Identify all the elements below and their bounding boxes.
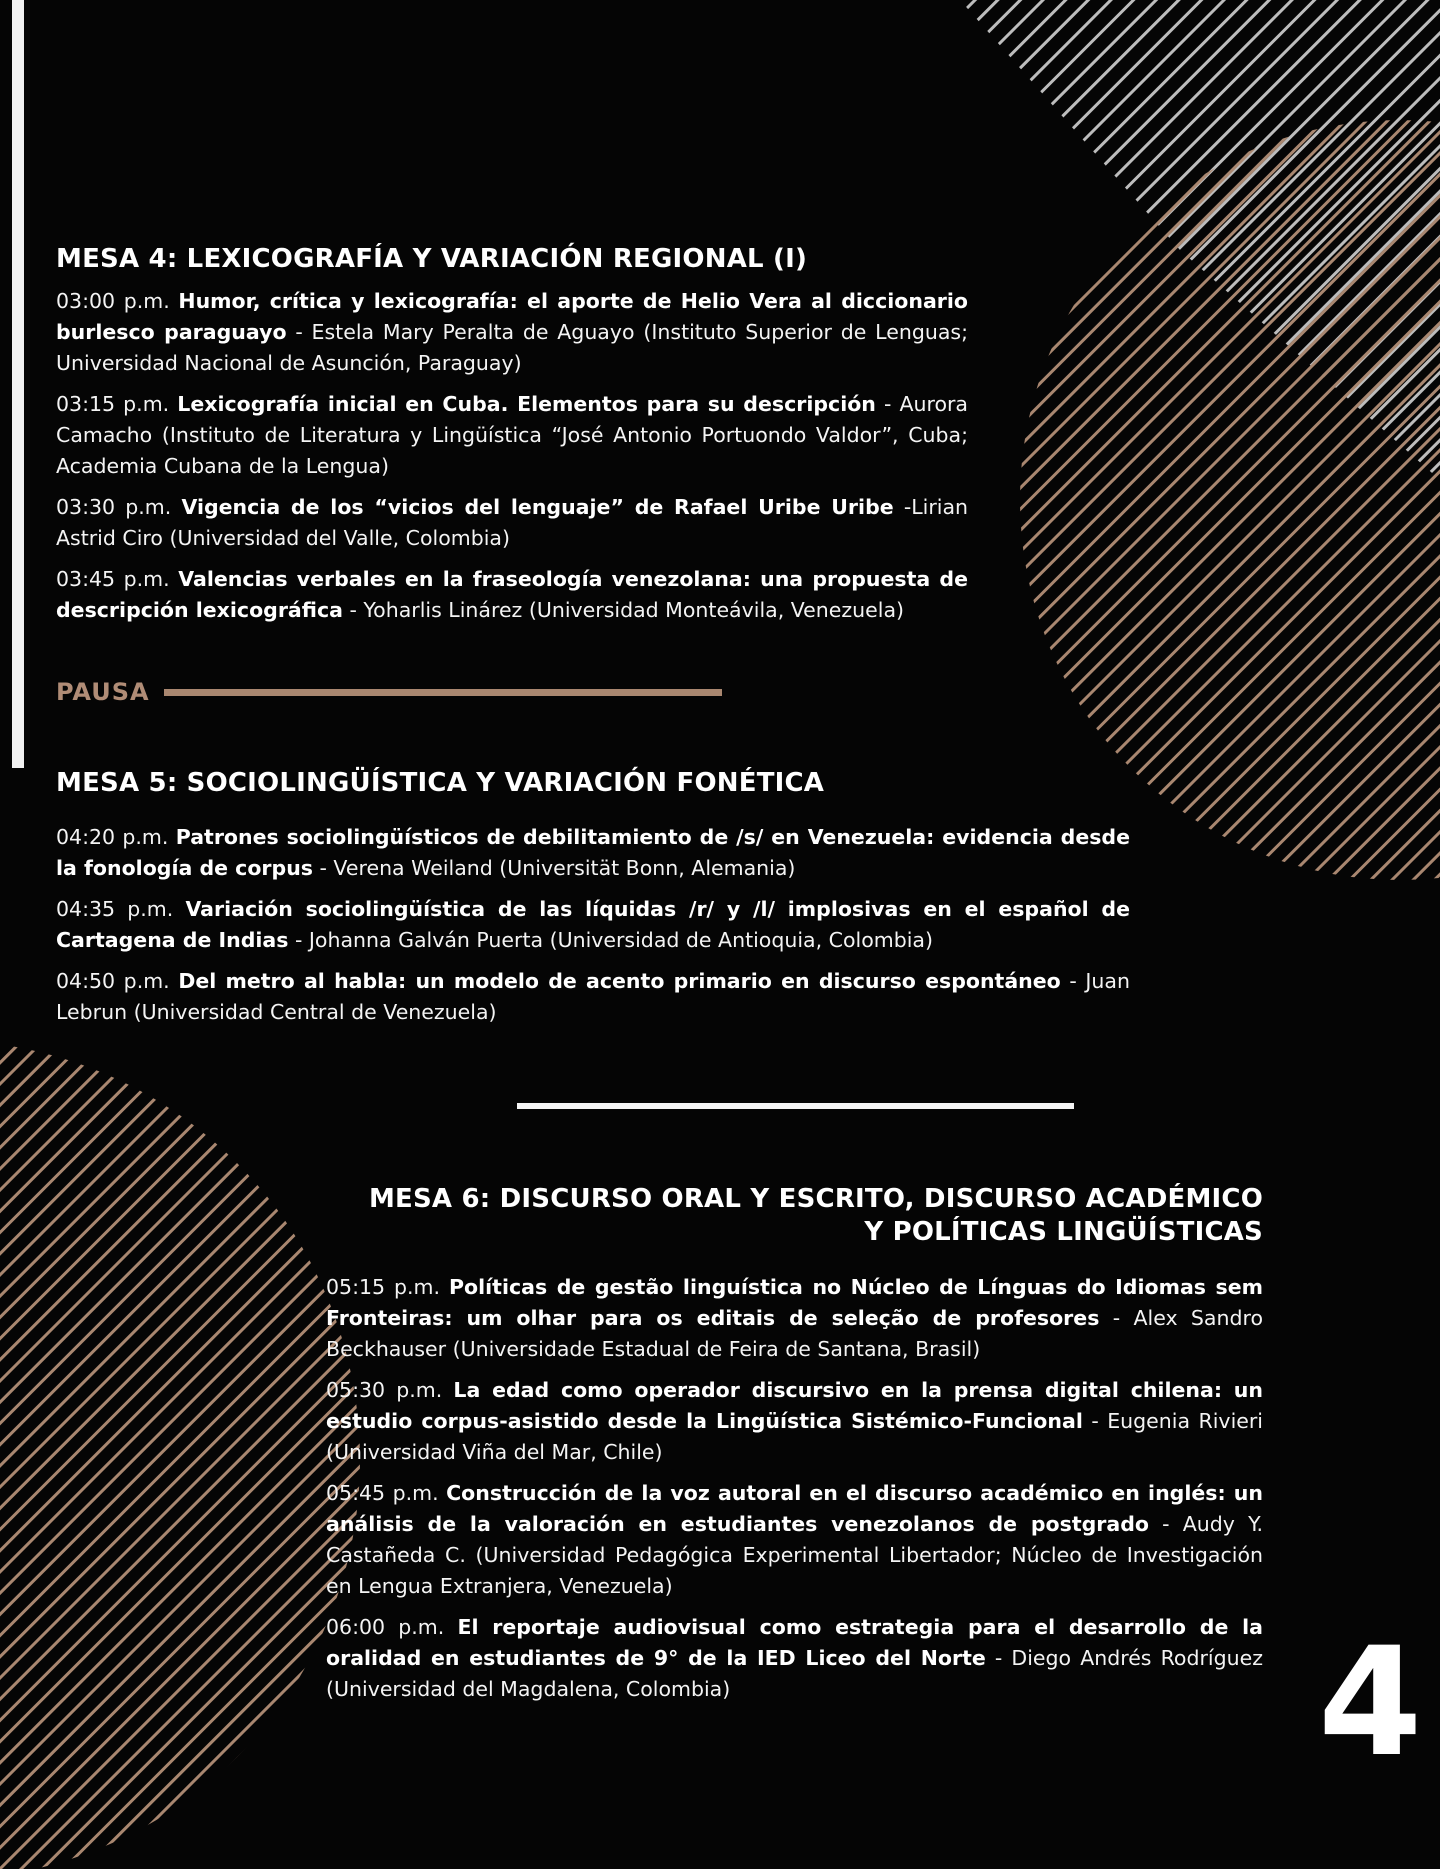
schedule-entry <box>56 389 968 482</box>
entry-author: - Johanna Galván Puerta (Universidad de Antioquia, Colombia) <box>288 927 933 952</box>
mesa-6-title-line-1: MESA 6: DISCURSO ORAL Y ESCRITO, DISCURSO ACADÉMICO <box>368 1184 1263 1214</box>
entry-time: 04:20 p.m. <box>56 824 169 849</box>
entry-author: - Verena Weiland (Universität Bonn, Alemania) <box>313 855 796 880</box>
mesa-4-title: MESA 4: LEXICOGRAFÍA Y VARIACIÓN REGIONAL (I) <box>56 244 808 274</box>
entry-title: Del metro al habla: un modelo de acento primario en discurso espontáneo <box>178 968 1061 993</box>
mesa-6-title-line-2: Y POLÍTICAS LINGÜÍSTICAS <box>864 1216 1263 1247</box>
entry-title: La edad como operador discursivo en la prensa digital chilena: un estudio corpus-asistido desde la Lingüística Sistémico-Funcional <box>326 1378 1263 1433</box>
right-copper-circle <box>1020 120 1440 880</box>
entry-author: - Eugenia Rivieri (Universidad Viña del Mar, Chile) <box>326 1409 1263 1464</box>
entry-time: 04:50 p.m. <box>56 968 170 993</box>
entry-time: 03:30 p.m. <box>56 494 172 519</box>
schedule-entry <box>56 822 1130 884</box>
entry-title: Humor, crítica y lexicografía: el aporte de Helio Vera al diccionario burlesco paraguayo <box>56 288 968 344</box>
pausa-break <box>56 676 736 708</box>
entry-title: El reportaje audiovisual como estrategia para el desarrollo de la oralidad en estudiantes de 9° de la IED Liceo del Norte <box>326 1615 1264 1670</box>
schedule-entry <box>56 286 968 379</box>
entry-time: 05:30 p.m. <box>326 1378 443 1402</box>
mesa-5-title: MESA 5: SOCIOLINGÜÍSTICA Y VARIACIÓN FONÉTICA <box>56 768 825 798</box>
schedule-entry <box>56 966 1130 1028</box>
schedule-entry <box>56 894 1130 956</box>
pausa-line <box>164 689 722 696</box>
entry-author: - Juan Lebrun (Universidad Central de Venezuela) <box>56 968 1130 1024</box>
entry-title: Lexicografía inicial en Cuba. Elementos para su descripción <box>177 391 876 416</box>
left-copper-circle <box>0 1040 360 1869</box>
mesa-6-title <box>326 1183 1263 1248</box>
schedule-entry <box>326 1272 1263 1365</box>
entry-author: - Diego Andrés Rodríguez (Universidad del Magdalena, Colombia) <box>326 1646 1263 1701</box>
entry-title: Valencias verbales en la fraseología venezolana: una propuesta de descripción lexicográfica <box>56 566 968 622</box>
entry-time: 05:45 p.m. <box>326 1481 439 1505</box>
entry-time: 03:45 p.m. <box>56 566 170 591</box>
entry-author: - Estela Mary Peralta de Aguayo (Instituto Superior de Lenguas; Universidad Nacional de Asunción, Paraguay) <box>56 319 968 375</box>
section-divider <box>517 1103 1074 1109</box>
mesa-6-section <box>326 1183 1263 1715</box>
entry-title: Construcción de la voz autoral en el discurso académico en inglés: un análisis de la valoración en estudiantes venezolanos de postgrado <box>326 1481 1263 1536</box>
entry-time: 04:35 p.m. <box>56 896 174 921</box>
schedule-entry <box>326 1612 1263 1705</box>
schedule-entry <box>56 564 968 626</box>
entry-author: - Yoharlis Linárez (Universidad Monteávila, Venezuela) <box>342 597 905 622</box>
schedule-entry <box>56 492 968 554</box>
entry-author: - Alex Sandro Beckhauser (Universidade Estadual de Feira de Santana, Brasil) <box>326 1306 1264 1361</box>
entry-title: Políticas de gestão linguística no Núcleo de Línguas do Idiomas sem Fronteiras: um olhar para os editais de seleção de profesores <box>326 1275 1264 1330</box>
entry-time: 03:00 p.m. <box>56 288 170 313</box>
pausa-label: PAUSA <box>56 678 150 706</box>
entry-author: - Aurora Camacho (Instituto de Literatura y Lingüística “José Antonio Portuondo Valdor”, Cuba; Academia Cubana de la Lengua) <box>56 391 968 478</box>
entry-title: Vigencia de los “vicios del lenguaje” de Rafael Uribe Uribe <box>181 494 894 519</box>
left-accent-bar <box>12 0 24 768</box>
mesa-5-section <box>56 767 1130 1038</box>
schedule-entry <box>326 1375 1263 1468</box>
entry-author: - Audy Y. Castañeda C. (Universidad Pedagógica Experimental Libertador; Núcleo de Investigación en Lengua Extranjera, Venezuela) <box>326 1512 1263 1598</box>
page-number: 4 <box>1318 1616 1423 1790</box>
entry-time: 05:15 p.m. <box>326 1275 441 1299</box>
entry-title: Patrones sociolingüísticos de debilitamiento de /s/ en Venezuela: evidencia desde la fonología de corpus <box>56 824 1130 880</box>
mesa-4-section <box>56 243 968 636</box>
entry-author: -Lirian Astrid Ciro (Universidad del Valle, Colombia) <box>56 494 969 550</box>
schedule-entry <box>326 1478 1263 1602</box>
entry-title: Variación sociolingüística de las líquidas /r/ y /l/ implosivas en el español de Cartagena de Indias <box>56 896 1131 952</box>
entry-time: 03:15 p.m. <box>56 391 170 416</box>
entry-time: 06:00 p.m. <box>326 1615 445 1639</box>
